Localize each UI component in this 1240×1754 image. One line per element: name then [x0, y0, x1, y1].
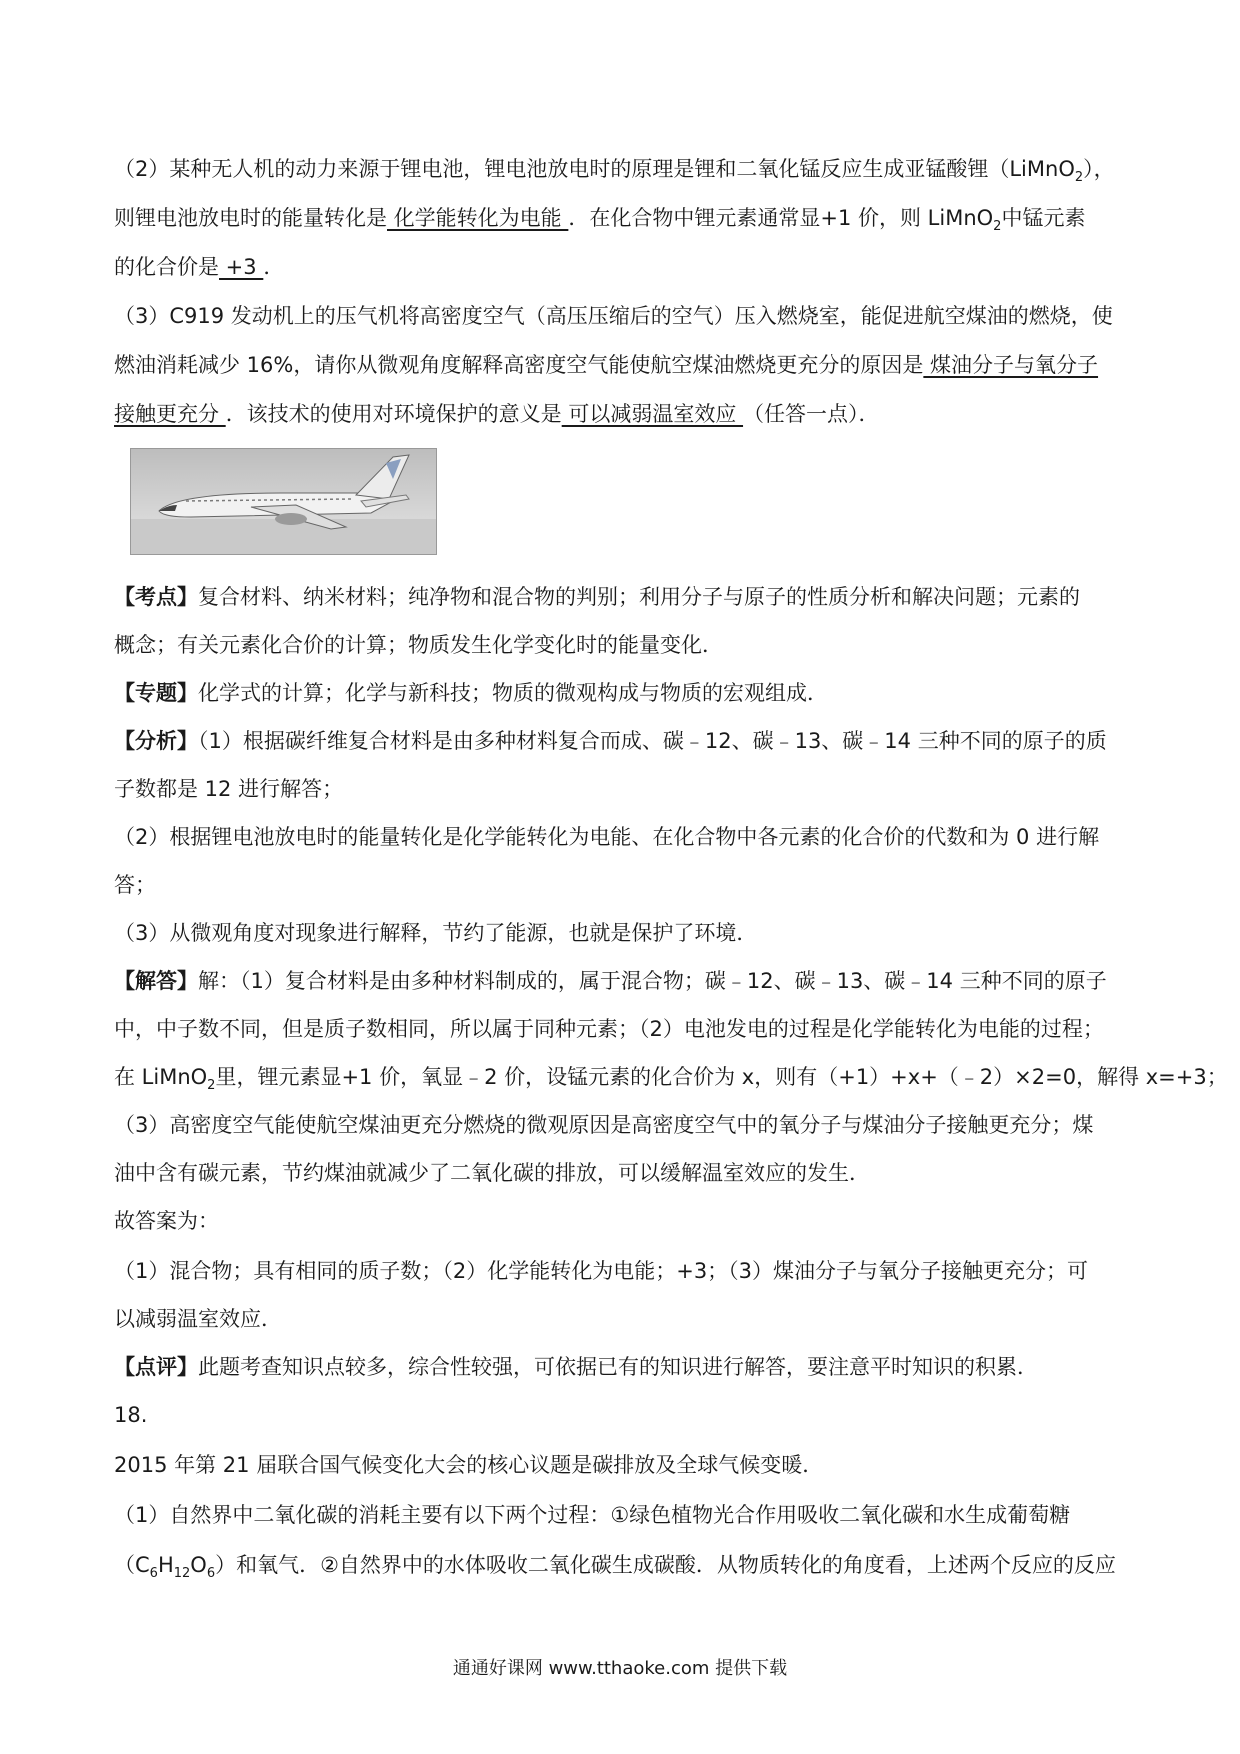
answer-blank: 接触更充分	[114, 402, 226, 426]
q18-line-3: $(C_6H_{12}O_6)$和氧气．②自然界中的水体吸收二氧化碳生成碳酸．从物质转化的角度看，上述两个反应的反应	[114, 1553, 1116, 1582]
jieda-line-6: 故答案为：	[114, 1209, 219, 1233]
q2-line-3: 的化合价是 +3 ．	[114, 255, 285, 279]
dianping-line-1: 【点评】此题考查知识点较多，综合性较强，可依据已有的知识进行解答，要注意平时知识的积累．	[114, 1355, 1038, 1379]
jieda-line-8: 以减弱温室效应．	[114, 1307, 282, 1331]
section-tag: 【解答】	[114, 969, 198, 993]
zhuanti-line-1: 【专题】化学式的计算；化学与新科技；物质的微观构成与物质的宏观组成．	[114, 681, 828, 705]
section-tag: 【专题】	[114, 681, 198, 705]
jieda-line-3: 在 LiMnO$_2$里，锂元素显+1 价，氧显﹣2 价，设锰元素的化合价为 x，则有（+1）+x+（﹣2）×2=0，解得 x=+3；	[114, 1065, 1228, 1094]
q18-line-1: 2015 年第 21 届联合国气候变化大会的核心议题是碳排放及全球气候变暖．	[114, 1453, 824, 1477]
airplane-image	[131, 449, 436, 554]
fenxi-line-2: 子数都是 12 进行解答；	[114, 777, 344, 801]
c919-airplane-photo	[130, 448, 437, 555]
jieda-line-4: （3）高密度空气能使航空煤油更充分燃烧的微观原因是高密度空气中的氧分子与煤油分子接触更充分；煤	[114, 1113, 1094, 1137]
kaodian-line-1: 【考点】复合材料、纳米材料；纯净物和混合物的判别；利用分子与原子的性质分析和解决问题；元素的	[114, 585, 1080, 609]
fenxi-line-1: 【分析】（1）根据碳纤维复合材料是由多种材料复合而成、碳﹣12、碳﹣13、碳﹣14 三种不同的原子的质	[114, 729, 1107, 753]
fenxi-line-3: （2）根据锂电池放电时的能量转化是化学能转化为电能、在化合物中各元素的化合价的代数和为 0 进行解	[114, 825, 1100, 849]
jieda-line-2: 中，中子数不同，但是质子数相同，所以属于同种元素；（2）电池发电的过程是化学能转化为电能的过程；	[114, 1017, 1104, 1041]
q2-line-2: 则锂电池放电时的能量转化是 化学能转化为电能 ．在化合物中锂元素通常显+1 价，则 LiMnO$_2$中锰元素	[114, 206, 1086, 235]
section-tag: 【点评】	[114, 1355, 198, 1379]
answer-blank: 可以减弱温室效应	[561, 402, 744, 426]
q18-line-2: （1）自然界中二氧化碳的消耗主要有以下两个过程：①绿色植物光合作用吸收二氧化碳和水生成葡萄糖	[114, 1503, 1071, 1527]
kaodian-line-2: 概念；有关元素化合价的计算；物质发生化学变化时的能量变化．	[114, 633, 723, 657]
section-tag: 【考点】	[114, 585, 198, 609]
q3-line-3: 接触更充分 ．该技术的使用对环境保护的意义是 可以减弱温室效应 （任答一点）．	[114, 402, 880, 426]
fenxi-line-5: （3）从微观角度对现象进行解释，节约了能源，也就是保护了环境．	[114, 921, 758, 945]
jieda-line-5: 油中含有碳元素，节约煤油就减少了二氧化碳的排放，可以缓解温室效应的发生．	[114, 1161, 870, 1185]
page-footer: 通通好课网 www.tthaoke.com 提供下载	[452, 1658, 788, 1679]
jieda-line-1: 【解答】解：（1）复合材料是由多种材料制成的，属于混合物；碳﹣12、碳﹣13、碳﹣14 三种不同的原子	[114, 969, 1107, 993]
q3-line-1: （3）C919 发动机上的压气机将高密度空气（高压压缩后的空气）压入燃烧室，能促进航空煤油的燃烧，使	[114, 304, 1113, 328]
answer-blank: +3	[219, 255, 264, 279]
q3-line-2: 燃油消耗减少 16%，请你从微观角度解释高密度空气能使航空煤油燃烧更充分的原因是 煤油分子与氧分子	[114, 353, 1099, 377]
q2-line-1: （2）某种无人机的动力来源于锂电池，锂电池放电时的原理是锂和二氧化锰反应生成亚锰酸锂（LiMnO$_2$），	[114, 157, 1115, 186]
question-number: 18.	[114, 1403, 148, 1427]
jieda-line-7: （1）混合物；具有相同的质子数；（2）化学能转化为电能；+3；（3）煤油分子与氧分子接触更充分；可	[114, 1259, 1089, 1283]
answer-blank: 化学能转化为电能	[387, 206, 569, 230]
section-tag: 【分析】	[114, 729, 198, 753]
answer-blank: 煤油分子与氧分子	[923, 353, 1099, 377]
fenxi-line-4: 答；	[114, 873, 156, 897]
